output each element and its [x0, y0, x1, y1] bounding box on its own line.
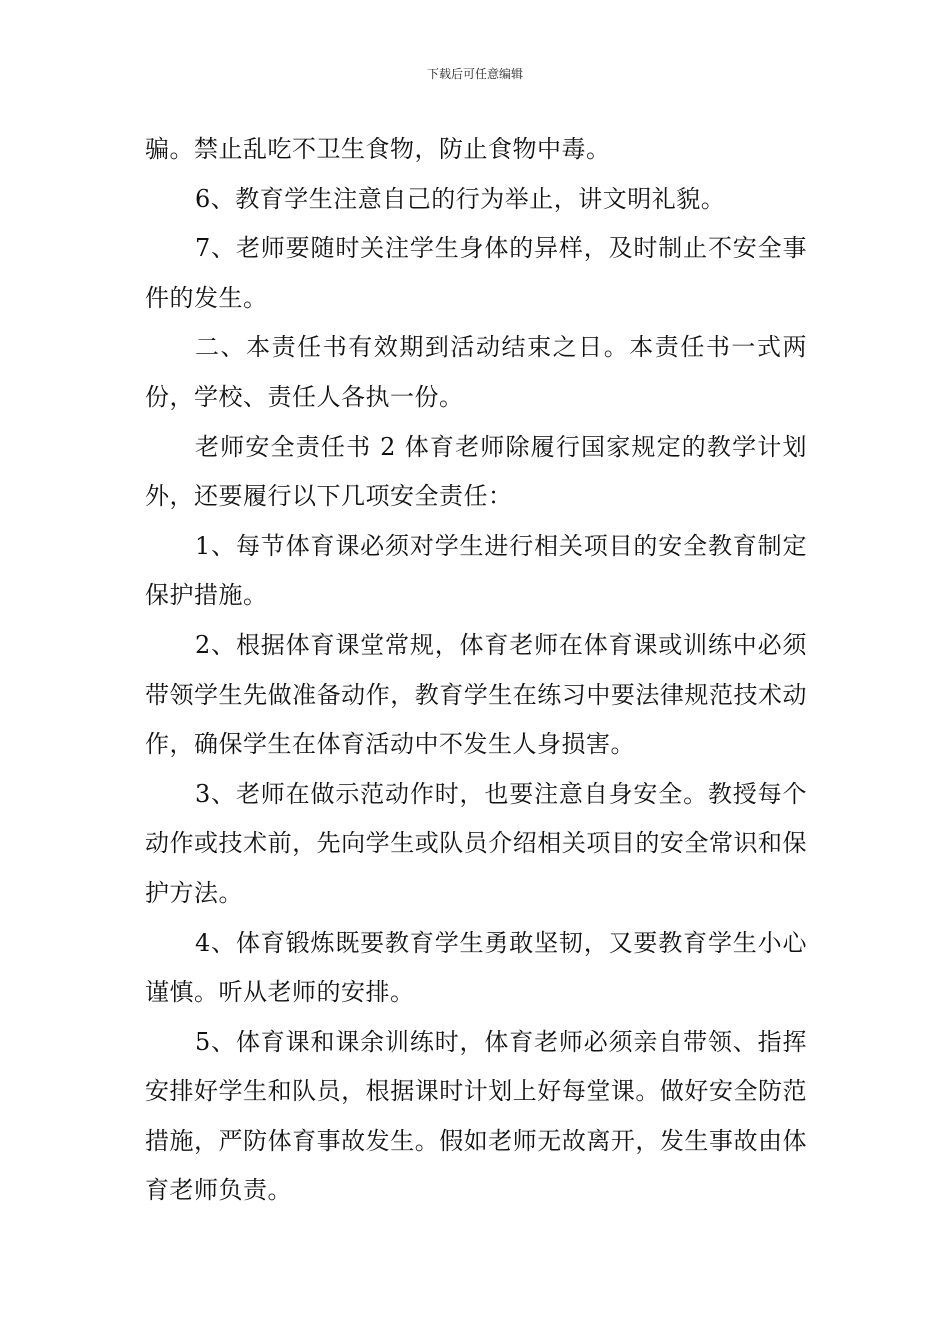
page-header: 下载后可任意编辑	[426, 67, 523, 81]
paragraph-duty-2: 2、根据体育课堂常规，体育老师在体育课或训练中必须带领学生先做准备动作，教育学生在练习中要法律规范技术动作，确保学生在体育活动中不发生人身损害。	[145, 630, 807, 759]
document-body	[145, 125, 807, 1216]
paragraph-intro-2: 老师安全责任书 2 体育老师除履行国家规定的教学计划外，还要履行以下几项安全责任：	[145, 432, 807, 511]
paragraph-item-6: 6、教育学生注意自己的行为举止，讲文明礼貌。	[195, 184, 726, 213]
paragraph-section-2: 二、本责任书有效期到活动结束之日。本责任书一式两份，学校、责任人各执一份。	[145, 333, 807, 411]
paragraph-duty-1: 1、每节体育课必须对学生进行相关项目的安全教育制定保护措施。	[145, 531, 807, 610]
paragraph-item-7: 7、老师要随时关注学生身体的异样，及时制止不安全事件的发生。	[145, 234, 807, 312]
paragraph-duty-4: 4、体育锻炼既要教育学生勇敢坚韧，又要教育学生小心谨慎。听从老师的安排。	[145, 928, 807, 1007]
paragraph-duty-3: 3、老师在做示范动作时，也要注意自身安全。教授每个动作或技术前，先向学生或队员介绍相关项目的安全常识和保护方法。	[145, 779, 807, 907]
paragraph-duty-5: 5、体育课和课余训练时，体育老师必须亲自带领、指挥安排好学生和队员，根据课时计划上好每堂课。做好安全防范措施，严防体育事故发生。假如老师无故离开，发生事故由体育老师负责。	[145, 1027, 807, 1205]
paragraph-continuation: 骗。禁止乱吃不卫生食物，防止食物中毒。	[145, 135, 611, 163]
